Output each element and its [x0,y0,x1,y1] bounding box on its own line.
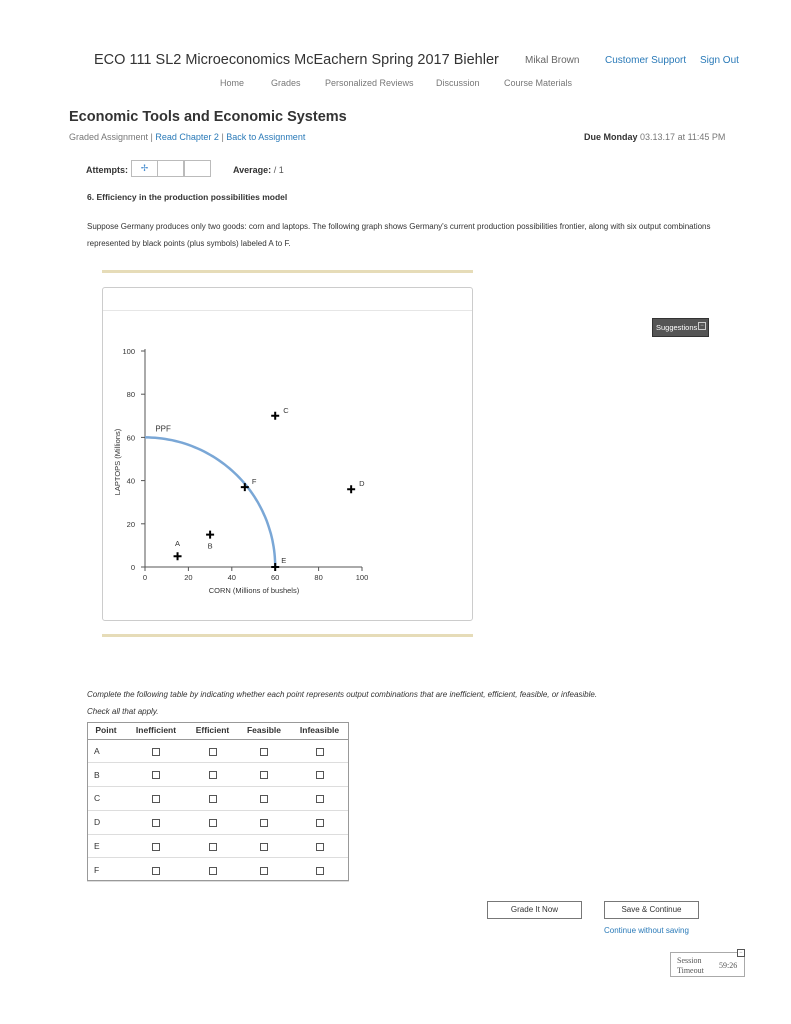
efficient-checkbox[interactable] [209,795,217,803]
point-f-label: F [251,477,257,487]
cell-infeasible [290,739,349,763]
efficient-checkbox[interactable] [209,843,217,851]
inefficient-checkbox[interactable] [152,819,160,827]
save-continue-button[interactable]: Save & Continue [604,901,699,919]
x-tick-label: 0 [142,573,148,582]
point-a-label: A [175,539,181,549]
nav-course-materials[interactable]: Course Materials [504,78,573,88]
answer-table [87,722,349,882]
suggestions-label: Suggestions [656,323,698,332]
header-infeasible: Infeasible [290,722,349,739]
cell-efficient [187,787,238,811]
average-value: / 1 [273,165,284,175]
table-row [87,739,349,763]
efficient-checkbox[interactable] [209,748,217,756]
table-header-row [87,722,349,739]
feasible-checkbox[interactable] [260,748,268,756]
nav-personalized-reviews[interactable]: Personalized Reviews [325,78,414,88]
x-tick-label: 60 [271,573,280,582]
row-point-label: E [87,834,125,858]
header-feasible: Feasible [238,722,290,739]
grade-it-now-button[interactable]: Grade It Now [487,901,582,919]
minimize-icon[interactable]: − [698,322,706,330]
feasible-checkbox[interactable] [260,819,268,827]
point-c-label: C [283,405,289,415]
point-b-marker [206,531,214,539]
row-point-label: C [87,787,125,811]
row-point-label: D [87,810,125,834]
cell-feasible [238,858,290,882]
infeasible-checkbox[interactable] [316,867,324,875]
cell-inefficient [125,787,187,811]
cell-infeasible [290,763,349,787]
infeasible-checkbox[interactable] [316,843,324,851]
table-row [87,763,349,787]
question-heading: 6. Efficiency in the production possibilities model [87,192,288,202]
cell-feasible [238,739,290,763]
efficient-checkbox[interactable] [209,867,217,875]
x-tick-label: 40 [227,573,236,582]
y-tick-label: 40 [126,476,135,486]
feasible-checkbox[interactable] [260,771,268,779]
point-a-marker [174,552,182,560]
feasible-checkbox[interactable] [260,843,268,851]
efficient-checkbox[interactable] [209,819,217,827]
point-f-marker [241,483,249,491]
session-label-line1: Session [677,956,702,965]
cell-infeasible [290,834,349,858]
cell-efficient [187,858,238,882]
close-icon[interactable]: − [737,949,745,957]
infeasible-checkbox[interactable] [316,795,324,803]
cell-feasible [238,787,290,811]
point-e-marker [271,563,279,571]
table-instructions [87,686,597,720]
chart-points [174,406,366,571]
inefficient-checkbox[interactable] [152,867,160,875]
infeasible-checkbox[interactable] [316,819,324,827]
sign-out-link[interactable]: Sign Out [700,55,739,66]
infeasible-checkbox[interactable] [316,748,324,756]
point-c-marker [271,412,279,420]
y-axis-label: LAPTOPS (Millions) [113,428,122,496]
cell-feasible [238,810,290,834]
instruction-check-all: Check all that apply. [87,707,159,716]
cell-inefficient [125,858,187,882]
nav-discussion[interactable]: Discussion [436,78,480,88]
ppf-label: PPF [155,424,171,434]
x-tick-label: 80 [314,573,323,582]
point-e-label: E [281,556,287,565]
session-timeout-label [677,956,704,976]
back-to-assignment-link[interactable]: Back to Assignment [226,132,306,142]
x-axis-label: CORN (Millions of bushels) [208,586,300,595]
point-d-label: D [359,479,365,489]
plus-circle-icon[interactable]: ✢ [131,160,158,177]
inefficient-checkbox[interactable] [152,771,160,779]
feasible-checkbox[interactable] [260,795,268,803]
header-inefficient: Inefficient [125,722,187,739]
read-chapter-link[interactable]: Read Chapter 2 [155,132,219,142]
table-row [87,810,349,834]
page-title: Economic Tools and Economic Systems [69,109,347,125]
row-point-label: A [87,739,125,763]
due-label: Due Monday [584,132,638,142]
attempts-label: Attempts: [86,165,128,175]
row-point-label: B [87,763,125,787]
course-title: ECO 111 SL2 Microeconomics McEachern Spring 2017 Biehler [94,52,499,68]
y-tick-label: 80 [126,390,135,400]
infeasible-checkbox[interactable] [316,771,324,779]
feasible-checkbox[interactable] [260,867,268,875]
header-point: Point [87,722,125,739]
user-name: Mikal Brown [525,55,580,66]
inefficient-checkbox[interactable] [152,795,160,803]
cell-efficient [187,763,238,787]
table-row [87,858,349,882]
row-point-label: F [87,858,125,882]
point-b-label: B [207,541,213,551]
cell-inefficient [125,739,187,763]
instruction-text: Complete the following table by indicating whether each point represents output combinations that are inefficient, efficient, feasible, or infeasible. [87,690,598,699]
session-label-line2: Timeout [677,966,704,975]
x-tick-label: 100 [355,573,369,582]
session-timer: 59:26 [719,961,738,970]
assignment-breadcrumb: Graded Assignment | Read Chapter 2 | Back to Assignment [69,132,306,142]
y-tick-label: 60 [126,433,135,443]
cell-efficient [187,810,238,834]
y-tick-label: 100 [122,347,135,356]
chart-axes [145,349,362,567]
question-text: Suppose Germany produces only two goods: corn and laptops. The following graph shows Germany's current production possibilities frontier, along with six output combinations represented by black points (plus symbols) labeled A to F. [87,222,711,248]
nav-grades[interactable]: Grades [271,78,301,88]
customer-support-link[interactable]: Customer Support [605,55,687,66]
cell-inefficient [125,834,187,858]
cell-infeasible [290,858,349,882]
nav-home[interactable]: Home [220,78,245,88]
session-timeout [670,952,745,977]
inefficient-checkbox[interactable] [152,748,160,756]
cell-inefficient [125,763,187,787]
table-row [87,787,349,811]
y-tick-label: 20 [126,519,135,529]
y-tick-label: 0 [130,563,135,572]
cell-infeasible [290,810,349,834]
cell-infeasible [290,787,349,811]
assignment-type: Graded Assignment [69,132,149,142]
cell-feasible [238,763,290,787]
chart-ticks [122,347,368,582]
continue-without-saving-link[interactable]: Continue without saving [604,926,689,935]
average-label: Average: [233,165,272,175]
table-row [87,834,349,858]
cell-inefficient [125,810,187,834]
cell-feasible [238,834,290,858]
inefficient-checkbox[interactable] [152,843,160,851]
cell-efficient [187,834,238,858]
cell-efficient [187,739,238,763]
header-efficient: Efficient [187,722,238,739]
efficient-checkbox[interactable] [209,771,217,779]
due-value: 03.13.17 at 11:45 PM [640,132,726,142]
x-tick-label: 20 [184,573,193,582]
point-d-marker [347,485,355,493]
